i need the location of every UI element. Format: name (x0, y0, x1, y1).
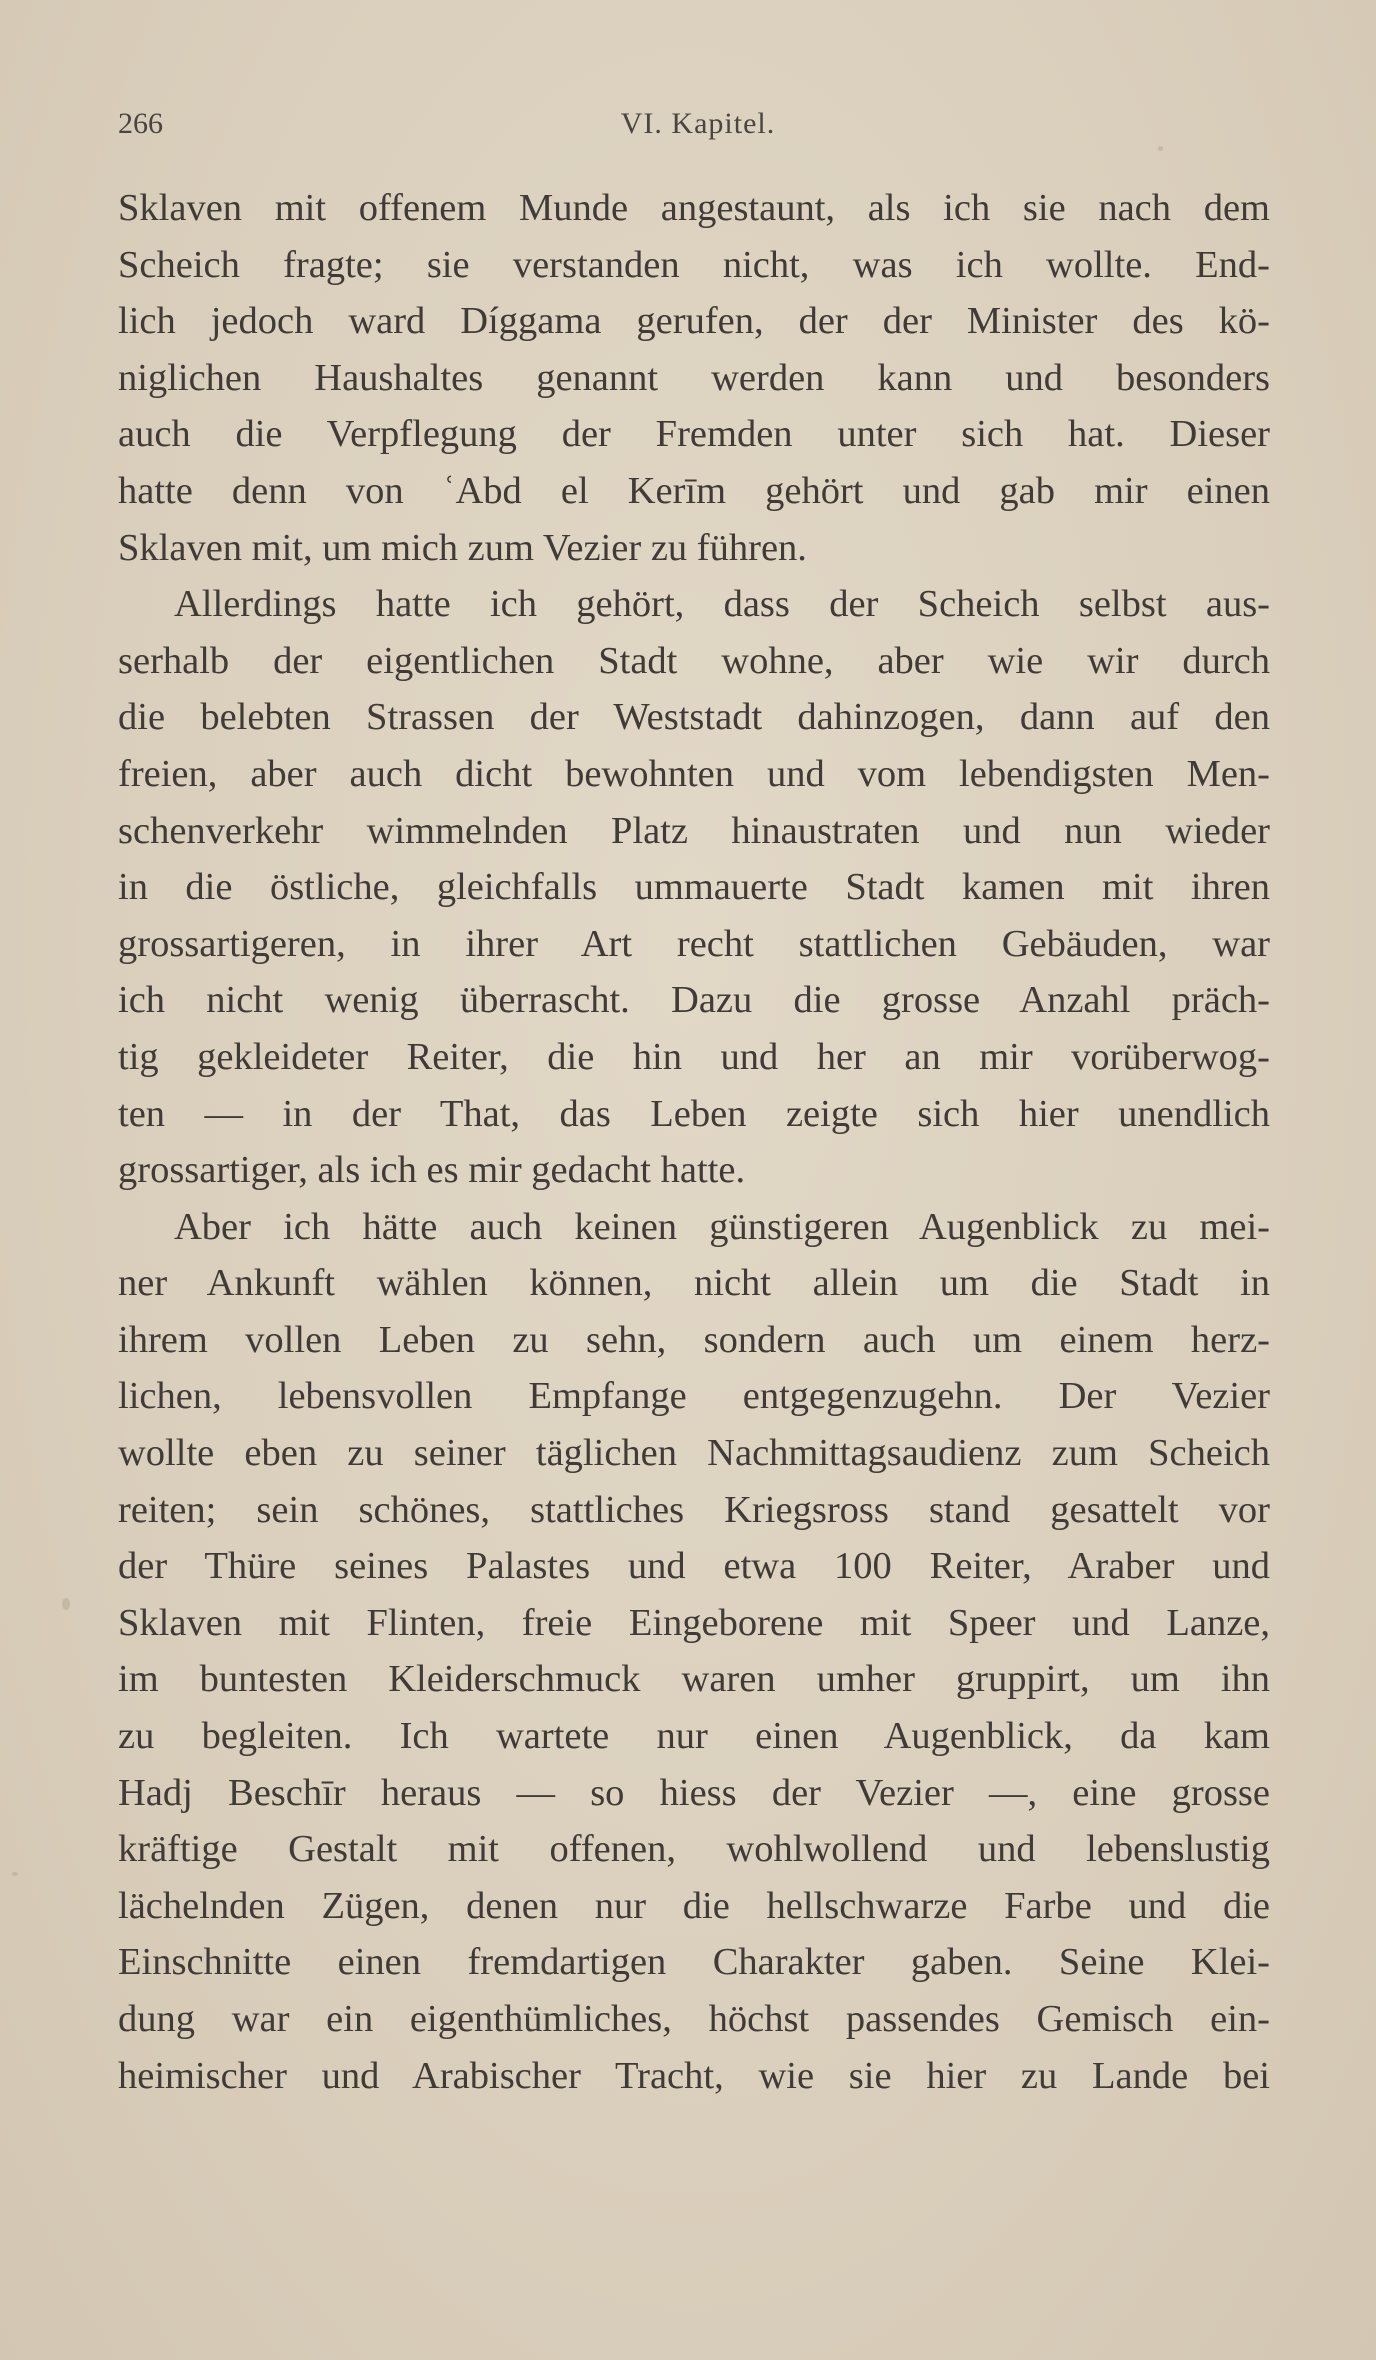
text-line: Einschnitte einen fremdartigen Charakter gaben. Seine Klei- (118, 1941, 1270, 1984)
text-line: lichen, lebensvollen Empfange entgegenzugehn. Der Vezier (118, 1375, 1270, 1418)
text-line: wollte eben zu seiner täglichen Nachmittagsaudienz zum Scheich (118, 1432, 1270, 1475)
text-line: grossartigeren, in ihrer Art recht stattlichen Gebäuden, war (118, 922, 1270, 965)
text-line: tig gekleideter Reiter, die hin und her an mir vorüberwog- (118, 1035, 1270, 1078)
text-line: lich jedoch ward Díggama gerufen, der der Minister des kö- (118, 300, 1270, 343)
text-line: Hadj Beschīr heraus — so hiess der Vezier —, eine grosse (118, 1771, 1270, 1814)
page-spot (1158, 146, 1163, 151)
body-text (118, 180, 1270, 2104)
page-number: 266 (118, 107, 163, 140)
text-line: hatte denn von ʿAbd el Kerīm gehört und gab mir einen (118, 469, 1270, 512)
text-line: kräftige Gestalt mit offenen, wohlwollend und lebenslustig (118, 1828, 1270, 1871)
text-line: der Thüre seines Palastes und etwa 100 Reiter, Araber und (118, 1545, 1270, 1588)
text-line: ten — in der That, das Leben zeigte sich hier unendlich (118, 1092, 1270, 1135)
text-line: ich nicht wenig überrascht. Dazu die grosse Anzahl präch- (118, 979, 1270, 1022)
page-spot (62, 1598, 70, 1610)
text-line: dung war ein eigenthümliches, höchst passendes Gemisch ein- (118, 1998, 1270, 2040)
running-head (118, 104, 1278, 144)
text-line: Scheich fragte; sie verstanden nicht, was ich wollte. End- (118, 243, 1270, 286)
text-line: in die östliche, gleichfalls ummauerte Stadt kamen mit ihren (118, 866, 1270, 909)
text-line: Sklaven mit, um mich zum Vezier zu führen. (118, 526, 807, 569)
text-line: zu begleiten. Ich wartete nur einen Augenblick, da kam (118, 1715, 1270, 1758)
text-line: grossartiger, als ich es mir gedacht hatte. (118, 1149, 746, 1192)
text-line: im buntesten Kleiderschmuck waren umher gruppirt, um ihn (118, 1658, 1270, 1701)
text-line: ihrem vollen Leben zu sehn, sondern auch um einem herz- (118, 1318, 1270, 1361)
text-line: reiten; sein schönes, stattliches Kriegsross stand gesattelt vor (118, 1488, 1270, 1531)
text-line: lächelnden Zügen, denen nur die hellschwarze Farbe und die (118, 1884, 1270, 1927)
page-spot (12, 1872, 18, 1876)
text-line: Aber ich hätte auch keinen günstigeren Augenblick zu mei- (174, 1205, 1270, 1248)
text-line: auch die Verpflegung der Fremden unter sich hat. Dieser (118, 413, 1270, 456)
text-line: niglichen Haushaltes genannt werden kann und besonders (118, 356, 1270, 399)
text-line: heimischer und Arabischer Tracht, wie sie hier zu Lande bei (118, 2054, 1270, 2097)
text-line: serhalb der eigentlichen Stadt wohne, aber wie wir durch (118, 639, 1270, 682)
text-line: Sklaven mit Flinten, freie Eingeborene mit Speer und Lanze, (118, 1601, 1270, 1644)
text-line: Sklaven mit offenem Munde angestaunt, als ich sie nach dem (118, 187, 1270, 229)
text-line: Allerdings hatte ich gehört, dass der Scheich selbst aus- (174, 583, 1270, 626)
text-line: die belebten Strassen der Weststadt dahinzogen, dann auf den (118, 696, 1270, 739)
text-line: freien, aber auch dicht bewohnten und vom lebendigsten Men- (118, 752, 1270, 795)
chapter-title: VI. Kapitel. (620, 107, 776, 140)
text-line: ner Ankunft wählen können, nicht allein um die Stadt in (118, 1262, 1270, 1305)
text-line: schenverkehr wimmelnden Platz hinaustraten und nun wieder (118, 809, 1270, 852)
